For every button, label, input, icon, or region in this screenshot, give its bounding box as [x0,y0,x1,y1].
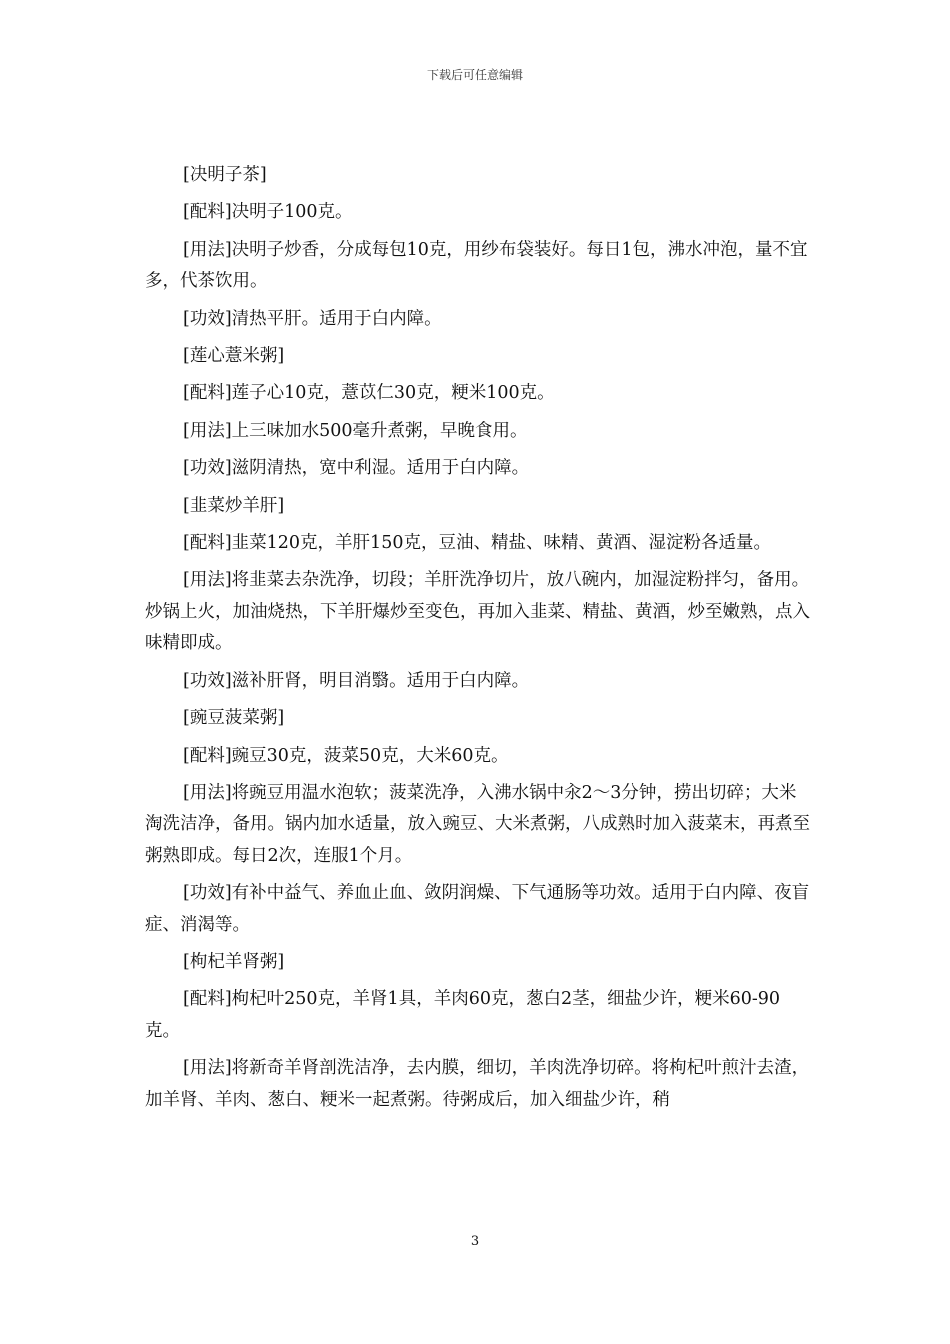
method-paragraph: [用法]将韭菜去杂洗净，切段；羊肝洗净切片，放八碗内，加湿淀粉拌匀，备用。炒锅上火，加油烧热，下羊肝爆炒至变色，再加入韭菜、精盐、黄酒，炒至嫩熟，点入味精即成。 [145,570,810,654]
ingredients-paragraph: [配料]韭菜120克，羊肝150克，豆油、精盐、味精、黄酒、湿淀粉各适量。 [183,533,771,554]
effect-paragraph: [功效]滋补肝肾，明目消翳。适用于白内障。 [183,670,530,691]
recipe-title: [枸杞羊肾粥] [183,951,285,972]
recipe-title: [莲心薏米粥] [183,346,285,367]
effect-paragraph: [功效]清热平肝。适用于白内障。 [183,308,442,329]
page-number: 3 [470,1234,480,1249]
ingredients-paragraph: [配料]莲子心10克，薏苡仁30克，粳米100克。 [183,383,555,404]
recipe-title: [豌豆菠菜粥] [183,708,285,729]
recipe-title: [韭菜炒羊肝] [183,495,285,516]
effect-paragraph: [功效]有补中益气、养血止血、敛阴润燥、下气通肠等功效。适用于白内障、夜盲症、消渴等。 [145,883,810,935]
method-paragraph: [用法]将新奇羊肾剖洗洁净，去内膜，细切，羊肉洗净切碎。将枸杞叶煎汁去渣，加羊肾、羊肉、葱白、粳米一起煮粥。待粥成后，加入细盐少许，稍 [145,1058,810,1110]
ingredients-paragraph: [配料]豌豆30克，菠菜50克，大米60克。 [183,745,509,766]
method-paragraph: [用法]决明子炒香，分成每包10克，用纱布袋装好。每日1包，沸水冲泡，量不宜多，代茶饮用。 [145,239,808,292]
ingredients-paragraph: [配料]决明子100克。 [183,202,353,223]
recipe-title: [决明子茶] [183,165,267,185]
effect-paragraph: [功效]滋阴清热，宽中利湿。适用于白内障。 [183,458,530,479]
method-paragraph: [用法]将豌豆用温水泡软；菠菜洗净，入沸水锅中汆2～3分钟，捞出切碎；大米淘洗洁净，备用。锅内加水适量，放入豌豆、大米煮粥，八成熟时加入菠菜末，再煮至粥熟即成。每日2次，连服1个月。 [145,782,810,866]
ingredients-paragraph: [配料]枸杞叶250克，羊肾1具，羊肉60克，葱白2茎，细盐少许，粳米60-90克。 [145,989,781,1041]
page-header: 下载后可任意编辑 [426,68,523,82]
method-paragraph: [用法]上三味加水500毫升煮粥，早晚食用。 [183,420,528,441]
document-body [145,160,810,1122]
